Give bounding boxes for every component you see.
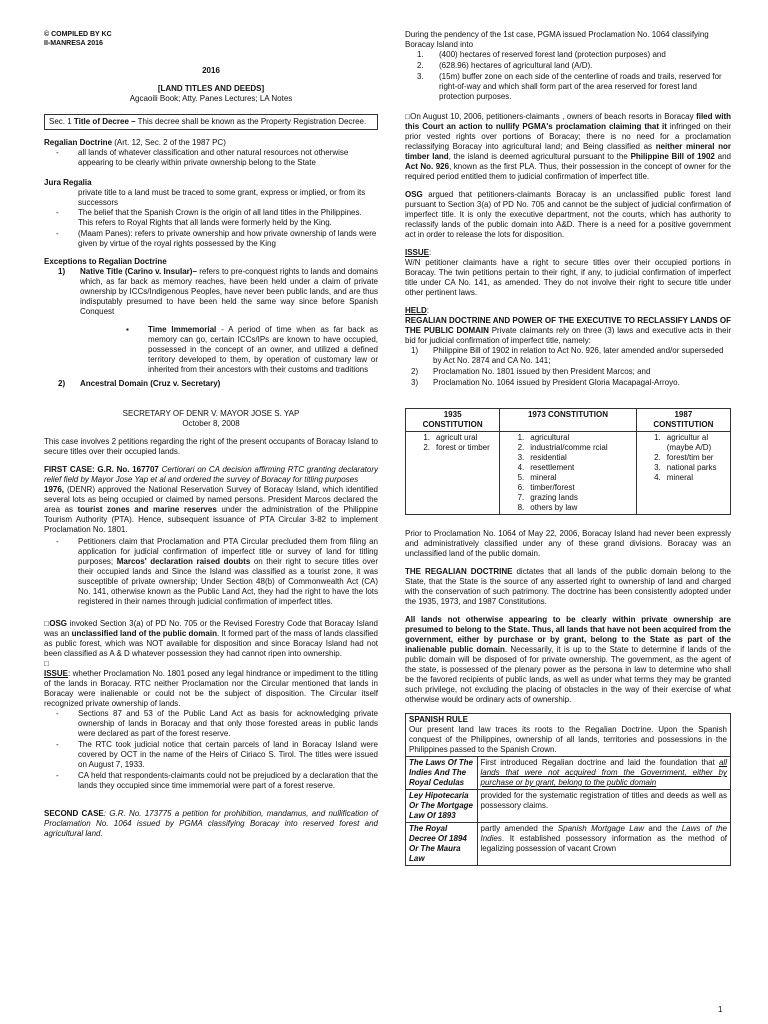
table-cell: The Laws Of The Indies And The Royal Cedulas (406, 757, 478, 790)
jura-regalia: Jura Regalia private title to a land must be traced to some grant, express or implied, or from its successors - The belief that the Spanish Crown is the origin of all land titles in the Philippines. This refers to Royal Rights that all lands were formerly held by the King. - (Maam Panes): refers to private ownership and how private ownership of lands were given by virtue of the royal rights possessed by the King (44, 178, 378, 249)
list-item: - (Maam Panes): refers to private ownership and how private ownership of lands were given by virtue of the royal rights possessed by the King (78, 229, 378, 249)
regalian-paragraph: THE REGALIAN DOCTRINE dictates that all lands of the public domain belong to the State, that the State is the source of any asserted right to ownership of land and charged with the conservation of such patrimony. The doctrine has been consistently adopted under the 1935, 1973, and 1987 Constitutions. (405, 567, 731, 606)
table-cell: Ley Hipotecaria Or The Mortgage Law Of 1893 (406, 790, 478, 823)
table-cell: The Royal Decree Of 1894 Or The Maura Law (406, 823, 478, 866)
list-item: 3. (15m) buffer zone on each side of the centerline of roads and trails, reserved for right-of-way and which shall form part of the area reserved for forest land protection purposes. (417, 72, 722, 101)
list-item: - CA held that respondents-claimants could not be prejudiced by a declaration that the lands they occupied since time immemorial were part of a forest reserve. (78, 771, 378, 791)
osg-argument-2: OSG argued that petitioners-claimants Boracay is an unclassified public forest land pursuant to Section 3(a) of PD No. 705 and cannot be the subject of judicial confirmation of imperfect title. It is only the executive department, not the courts, which has authority to reclassify lands of the public domain into A&D. There is a need for a positive government act in order to release the lots for disposition. (405, 190, 731, 239)
doc-sources: Agcaoili Book; Atty. Panes Lectures; LA Notes (129, 94, 293, 104)
exceptions: Exceptions to Regalian Doctrine 1) Native Title (Carino v. Insular)– refers to pre-conquest rights to lands and domains which, as far back as memory reaches, have been held under a claim of private ownership by ICCs/Indigenous Peoples, have never been public lands, and are thus indisputably presumed to have been held the same way since before Spanish Conquest ▪ Time Immemorial - A period of time when as far back as memory can go, certain ICCs/IPs are known to have occupied, possessed in the concept of an owner, and utilized a defined territory developed to them, by operation of customary law or inherited from their ancestors with their customs and traditions 2) Ancestral Domain (Cruz v. Secretary) (44, 257, 379, 389)
list-item: 1) Philippine Bill of 1902 in relation to Act No. 926, later amended and/or superseded by Act No. 2874 and CA No. 141; (411, 346, 724, 365)
spanish-rule-header: SPANISH RULE Our present land law traces its roots to the Regalian Doctrine. Upon the Spanish conquest of the Philippines, ownership of all lands, territories and possessions in the Philippines passed to the Spanish Crown. (406, 714, 731, 757)
list-item: 2) Proclamation No. 1801 issued by then President Marcos; and (411, 367, 651, 376)
table-cell: 1. agricultural 2. industrial/comme rcial 3. residential 4. resettlement 5. mineral 6. timber/forest 7. grazing lands 8. others by law (500, 432, 637, 515)
august-petition: □On August 10, 2006, petitioners-claimants , owners of beach resorts in Boracay filed with this Court an action to nullify PGMA's proclamation claiming that it infringed on their prior vested rights over portions of Boracay; there is no need for a proclamation reclassifying Boracay into agricultural land; and Being classified as neither mineral nor timber land, the island is deemed agricultural pursuant to the Philippine Bill of 1902 and Act No. 926, known as the first PLA. Thus, their possession in the concept of owner for the required period entitled them to judicial confirmation of imperfect title. (405, 112, 732, 181)
section-1-box: Sec. 1 Title of Decree – This decree shall be known as the Property Registration Decree. (44, 114, 378, 130)
list-item: 3) Proclamation No. 1064 issued by President Gloria Macapagal-Arroyo. (411, 378, 680, 387)
table-cell: 1. agricult ural 2. forest or timber (406, 432, 500, 515)
list-item: 1. (400) hectares of reserved forest land (protection purposes) and (417, 50, 666, 59)
all-lands-paragraph: All lands not otherwise appearing to be clearly within private ownership are presumed to belong to the State. Thus, all lands that have not been acquired from the government, either by purchase or by grant, belong to the State as part of the inalienable public domain. Necessarily, it is up to the State to determine if lands of the public domain will be disposed of for private ownership. The government, as the agent of the state, is possessed of the plenary power as the persona in law to determine who shall be the favored recipients of public lands, as well as under what terms they may be granted such privilege, not excluding the placing of obstacles in the way of their exercise of what otherwise would be ordinary acts of ownership. (405, 615, 731, 704)
prior-paragraph: Prior to Proclamation No. 1064 of May 22, 2006, Boracay Island had never been expressly and administratively classified under any of these grand divisions. Boracay was an unclassified land of the public domain. (405, 529, 731, 558)
osg-argument-1: □OSG invoked Section 3(a) of PD No. 705 or the Revised Forestry Code that Boracay Island was an unclassified land of the public domain. It formed part of the mass of lands classified as public forest, which was NOT available for disposition and since Boracay Island had not been classified as A & D whatever possession they had cannot ripen into ownership. (44, 619, 378, 659)
table-header: 1935 CONSTITUTION (406, 409, 500, 432)
regalian-doctrine: Regalian Doctrine (Art. 12, Sec. 2 of the 1987 PC) - all lands of whatever classification and other natural resources not otherwise appearing to be clearly within private ownership belong to the State (44, 138, 378, 168)
second-case: SECOND CASE: G.R. No. 173775 a petition for prohibition, mandamus, and nullification of Proclamation No. 1064 issued by PGMA classifying Boracay into reserved forest and agricultural land. (44, 809, 378, 839)
list-item: - all lands of whatever classification and other natural resources not otherwise appearing to be clearly within private ownership belong to the State (78, 148, 378, 168)
bullet-icon: ▪ (126, 325, 129, 335)
doc-subject: [LAND TITLES AND DEEDS] (157, 84, 265, 94)
held: HELD: REGALIAN DOCTRINE AND POWER OF THE EXECUTIVE TO RECLASSIFY LANDS OF THE PUBLIC DOMAIN Private claimants rely on three (3) laws and executive acts in their bid for judicial confirmation of imperfect title, namely: (405, 306, 731, 345)
list-item: 2. (628.96) hectares of agricultural land (A/D). (417, 61, 593, 70)
table-cell: partly amended the Spanish Mortgage Law and the Laws of the Indies. It established possessory information as the method of legalizing possession of vacant Crown (477, 823, 731, 866)
compiled-by: © COMPILED BY KC II-MANRESA 2016 (44, 31, 112, 48)
issue-1: ISSUE: whether Proclamation No. 1801 posed any legal hindrance or impediment to the titling of the lands in Boracay. RTC neither Proclamation nor the Circular mentioned that lands in Boracay were inalienable or could not be the subject of disposition. The Circular itself recognized private ownership of lands. (44, 669, 378, 709)
list-item: - The belief that the Spanish Crown is the origin of all land titles in the Philippines. This refers to Royal Rights that all lands were formerly held by the King. (78, 208, 378, 228)
table-cell: First introduced Regalian doctrine and laid the foundation that all lands that were not acquired from the Government, either by purchase or by grant, belong to the public domain (477, 757, 731, 790)
constitution-table (405, 408, 731, 515)
list-item: - Petitioners claim that Proclamation and PTA Circular precluded them from filing an application for judicial confirmation of imperfect title or survey of land for titling purposes; Marcos' declaration raised doubts on their right to secure titles over their occupied lands and Since the Island was classified as a tourist zone, it was susceptible of private ownership; Under Section 48(b) of Commonwealth Act (CA) No. 141, otherwise known as the Public Land Act, they had the right to have the lots registered in their names through judicial confirmation of imperfect titles. (78, 537, 378, 607)
page-number: 1 (718, 1005, 723, 1014)
issue-2: ISSUE: W/N petitioner claimants have a right to secure titles over their occupied portions in Boracay. The twin petitions pertain to their right, if any, to judicial confirmation of imperfect title under CA No. 141, as amended. They do not involve their right to secure title under other pertinent laws. (405, 248, 731, 297)
list-item: - Sections 87 and 53 of the Public Land Act as basis for acknowledging private ownership of lands in Boracay and that only those forested areas in public lands were declared as part of the forest reserve. (78, 709, 378, 739)
spanish-rule-table (405, 713, 731, 866)
table-header: 1973 CONSTITUTION (500, 409, 637, 432)
list-item: - The RTC took judicial notice that certain parcels of land in Boracay Island were covered by OCT in the name of the Heirs of Ciriaco S. Tirol. The titles were issued on August 7, 1933. (78, 740, 378, 770)
doc-year: 2016 (202, 66, 220, 76)
left-column: © COMPILED BY KC II-MANRESA 2016 2016 [LAND TITLES AND DEEDS] Agcaoili Book; Atty. Panes Lectures; LA Notes Sec. 1 Title of Decree – This decree shall be known as the Property Registration Decree. Regalian Doctrine (Art. 12, Sec. 2 of the 1987 PC) - all lands of whatever classification and other natural resources not otherwise appearing to be clearly within private ownership belong to the State Jura Regalia private title to a land must be traced to some grant, express or implied, or from its successors - The belief that the Spanish Crown is the origin of all land titles in the Philippines. This refers to Royal Rights that all lands were formerly held by the King. - (Maam Panes): refers to private ownership and how private ownership of lands were given by virtue of the royal rights possessed by the King Exceptions to Regalian Doctrine 1) Native Title (Carino v. Insular)– refers to pre-conquest rights to lands and domains which, as far back as memory reaches, have been held under a claim of private ownership by ICCs/Indigenous Peoples, have never been public lands, and are thus indisputably presumed to have been held the same way since before Spanish Conquest ▪ Time Immemorial - A period of time when as far back as memory can go, certain ICCs/IPs are known to have occupied, possessed in the concept of an owner, and utilized a defined territory developed to them, by operation of customary law or inherited from their ancestors with their customs and traditions 2) Ancestral Domain (Cruz v. Secretary) SECRETARY OF DENR V. MAYOR JOSE S. YAP October 8, 2008 This case involves 2 petitions regarding the right of the present occupants of Boracay Island to secure titles over their occupied lands. FIRST CASE: G.R. No. 167707 Certiorari on CA decision affirming RTC granting declaratory relief field by Mayor Jose Yap et al and ordered the survey of Boracay for titling purposes 1976, (DENR) approved the National Reservation Survey of Boracay Island, which identified several lots as being occupied or claimed by named persons. President Marcos declared the area as tourist zones and marine reserves under the administration of the Philippine Tourism Authority (PTA). Hence, subsequent issuance of PTA Circular 3-82 to implement Proclamation No. 1801. - Petitioners claim that Proclamation and PTA Circular precluded them from filing an application for judicial confirmation of imperfect title or survey of land for titling purposes; Marcos' declaration raised doubts on their right to secure titles over their occupied lands and Since the Island was classified as a tourist zone, it was susceptible of private ownership; Under Section 48(b) of Commonwealth Act (CA) No. 141, otherwise known as the Public Land Act, they had the right to have the lots registered in their names through judicial confirmation of imperfect titles. □OSG invoked Section 3(a) of PD No. 705 or the Revised Forestry Code that Boracay Island was an unclassified land of the public domain. It formed part of the mass of lands classified as public forest, which was NOT available for disposition and since Boracay Island had not been classified as A & D whatever possession they had cannot ripen into ownership. □ ISSUE: whether Proclamation No. 1801 posed any legal hindrance or impediment to the titling of the lands in Boracay. RTC neither Proclamation nor the Circular mentioned that lands in Boracay were inalienable or could not be the subject of disposition. The Circular itself recognized private ownership of lands. - Sections 87 and 53 of the Public Land Act as basis for acknowledging private ownership of lands in Boracay and that only those forested areas in public lands were declared as part of the forest reserve. - The RTC took judicial notice that certain parcels of land in Boracay Island were covered by OCT in the name of the Heirs of Ciriaco S. Tirol. The titles were issued on August 7, 1933. - CA held that respondents-claimants could not be prejudiced by a declaration that the lands they occupied since time immemorial were part of a forest reserve. SECOND CASE: G.R. No. 173775 a petition for prohibition, mandamus, and nullification of Proclamation No. 1064 issued by PGMA classifying Boracay into reserved forest and agricultural land. (44, 30, 378, 847)
case-heading: SECRETARY OF DENR V. MAYOR JOSE S. YAP October 8, 2008 (122, 409, 300, 429)
first-case: FIRST CASE: G.R. No. 167707 Certiorari on CA decision affirming RTC granting declaratory relief field by Mayor Jose Yap et al and ordered the survey of Boracay for titling purposes 1976, (DENR) approved the National Reservation Survey of Boracay Island, which identified several lots as being occupied or claimed by named persons. President Marcos declared the area as tourist zones and marine reserves under the administration of the Philippine Tourism Authority (PTA). Hence, subsequent issuance of PTA Circular 3-82 to implement Proclamation No. 1801. (44, 465, 379, 535)
table-cell: provided for the systematic registration of titles and deeds as well as possessory claims. (477, 790, 731, 823)
right-column: During the pendency of the 1st case, PGMA issued Proclamation No. 1064 classifying Boracay Island into 1. (400) hectares of reserved forest land (protection purposes) and 2. (628.96) hectares of agricultural land (A/D). 3. (15m) buffer zone on each side of the centerline of roads and trails, reserved for right-of-way and which shall form part of the area reserved for forest land protection purposes. □On August 10, 2006, petitioners-claimants , owners of beach resorts in Boracay filed with this Court an action to nullify PGMA's proclamation claiming that it infringed on their prior vested rights over portions of Boracay; there is no need for a proclamation reclassifying Boracay into agricultural land; and Being classified as neither mineral nor timber land, the island is deemed agricultural pursuant to the Philippine Bill of 1902 and Act No. 926, known as the first PLA. Thus, their possession in the concept of owner for the required period entitled them to judicial confirmation of imperfect title. OSG argued that petitioners-claimants Boracay is an unclassified public forest land pursuant to Section 3(a) of PD No. 705 and cannot be the subject of judicial confirmation of imperfect title. It is only the executive department, not the courts, which has authority to reclassify lands of the public domain into A&D. There is a need for a positive government act in order to release the lots for disposition. ISSUE: W/N petitioner claimants have a right to secure titles over their occupied portions in Boracay. The twin petitions pertain to their right, if any, to judicial confirmation of imperfect title under CA No. 141, as amended. They do not involve their right to secure title under other pertinent laws. HELD: REGALIAN DOCTRINE AND POWER OF THE EXECUTIVE TO RECLASSIFY LANDS OF THE PUBLIC DOMAIN Private claimants rely on three (3) laws and executive acts in their bid for judicial confirmation of imperfect title, namely: 1) Philippine Bill of 1902 in relation to Act No. 926, later amended and/or superseded by Act No. 2874 and CA No. 141; 2) Proclamation No. 1801 issued by then President Marcos; and 3) Proclamation No. 1064 issued by President Gloria Macapagal-Arroyo. 1935 CONSTITUTION 1973 CONSTITUTION 1987 CONSTITUTION 1. agricult ural 2. forest or timber 1. agricultural 2. industrial/comme rcial 3. residential 4. resettlement 5. mineral 6. timber/forest 7. grazing lands 8. others by law 1. agricultur al (maybe A/D) 2. forest/tim ber 3. national parks 4. mineral Prior to Proclamation No. 1064 of May 22, 2006, Boracay Island had never been expressly and administratively classified under any of these grand divisions. Boracay was an unclassified land of the public domain. THE REGALIAN DOCTRINE dictates that all lands of the public domain belong to the State, that the State is the source of any asserted right to ownership of land and charged with the conservation of such patrimony. The doctrine has been consistently adopted under the 1935, 1973, and 1987 Constitutions. All lands not otherwise appearing to be clearly within private ownership are presumed to belong to the State. Thus, all lands that have not been acquired from the government, either by purchase or by grant, belong to the State as part of the inalienable public domain. Necessarily, it is up to the State to determine if lands of the public domain will be disposed of for private ownership. The government, as the agent of the state, is possessed of the plenary power as the persona in law to determine who shall be the favored recipients of public lands, as well as under what terms they may be granted such privilege, not excluding the placing of obstacles in the way of their exercise of what otherwise would be ordinary acts of ownership. SPANISH RULE Our present land law traces its roots to the Regalian Doctrine. Upon the Spanish conquest of the Philippines, ownership of all lands, territories and possessions in the Philippines passed to the Spanish Crown. The Laws Of The Indies And The Royal Cedulas First introduced Regalian doctrine and laid the foundation that all lands that were not acquired from the Government, either by purchase or by grant, belong to the public domain Ley Hipotecaria Or The Mortgage Law Of 1893 provided for the systematic registration of titles and deeds as well as possessory claims. The Royal Decree Of 1894 Or The Maura Law partly amended the Spanish Mortgage Law and the Laws of the Indies. It established possessory information as the method of legalizing possession of vacant Crown (405, 30, 731, 866)
table-header: 1987 CONSTITUTION (636, 409, 730, 432)
table-cell: 1. agricultur al (maybe A/D) 2. forest/tim ber 3. national parks 4. mineral (636, 432, 730, 515)
